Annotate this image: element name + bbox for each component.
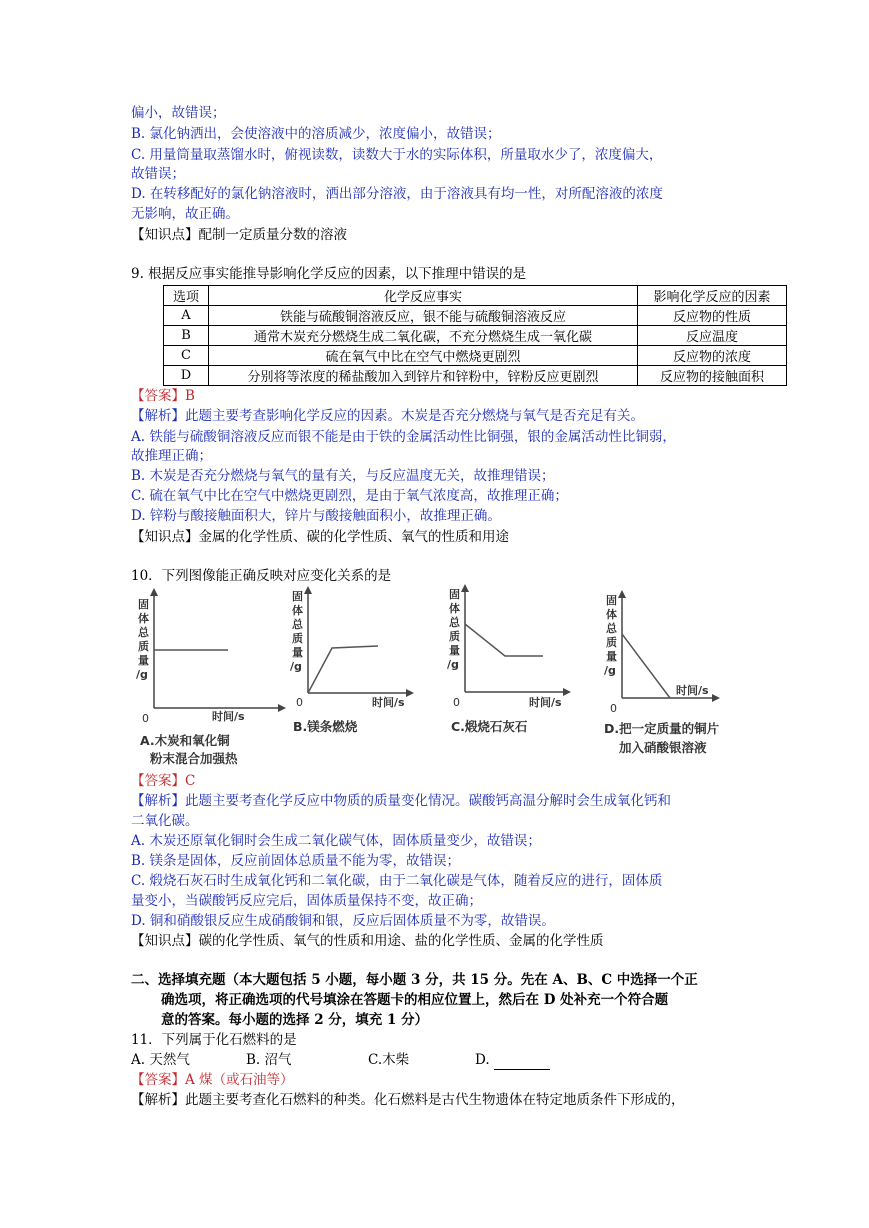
option-c: C.木柴	[368, 1052, 410, 1068]
y-label-char: 体	[292, 604, 303, 617]
y-label-char: 质	[606, 636, 617, 649]
graph-b-svg	[286, 586, 416, 716]
y-label-char: 量	[292, 646, 303, 659]
text-line: A. 木炭还原氧化铜时会生成二氧化碳气体，固体质量变少，故错误；	[131, 833, 541, 849]
y-label-char: 量	[449, 644, 460, 657]
header-cell: 选项	[164, 286, 209, 306]
section-heading-line3: 意的答案。每小题的选择 2 分，填充 1 分）	[161, 1012, 429, 1028]
y-arrow	[618, 590, 626, 598]
table-cell: D	[164, 366, 209, 386]
curve-line	[622, 634, 670, 698]
question-11-stem: 11．下列属于化石燃料的是	[131, 1032, 297, 1048]
graph-a-caption: A.木炭和氧化铜	[140, 733, 230, 748]
y-label-char: 总	[606, 622, 617, 635]
x-arrow	[278, 704, 286, 712]
x-label: 时间/s	[212, 710, 245, 723]
option-d-label: D.	[475, 1052, 490, 1068]
table-row	[164, 346, 787, 366]
x-arrow	[406, 689, 414, 697]
graph-a-caption-line2: 粉末混合加强热	[150, 751, 238, 766]
text-line: 量变小，当碳酸钙反应完后，固体质量保持不变，故正确；	[131, 893, 482, 909]
answer-label: 【答案】B	[131, 388, 195, 404]
y-label-char: 固	[292, 590, 303, 603]
y-arrow	[150, 588, 158, 596]
y-label-char: 固	[138, 598, 149, 611]
table-cell: 反应物的性质	[638, 306, 787, 326]
y-label-char: 质	[292, 632, 303, 645]
question-9-table	[163, 285, 787, 386]
question-10-stem: 10．下列图像能正确反映对应变化关系的是	[131, 568, 392, 584]
graph-b	[286, 586, 416, 720]
analysis-text: 【解析】此题主要考查化学反应中物质的质量变化情况。碳酸钙高温分解时会生成氧化钙和	[131, 793, 671, 809]
y-label-char: 体	[606, 608, 617, 621]
answer-label: 【答案】A 煤（或石油等）	[131, 1072, 294, 1088]
table-cell: 反应物的浓度	[638, 346, 787, 366]
graph-c-caption: C.煅烧石灰石	[451, 719, 528, 734]
table-cell: 反应温度	[638, 326, 787, 346]
graph-c-svg	[443, 584, 573, 714]
graph-b-caption: B.镁条燃烧	[293, 719, 358, 734]
y-label-char: 体	[138, 612, 149, 625]
text-line: 偏小，故错误；	[131, 105, 226, 121]
section-heading-line2: 确选项，将正确选项的代号填涂在答题卡的相应位置上，然后在 D 处补充一个符合题	[161, 992, 669, 1008]
curve-line	[308, 646, 378, 693]
origin-label: 0	[453, 696, 460, 709]
x-arrow	[563, 688, 571, 696]
knowledge-point: 【知识点】碳的化学性质、氧气的性质和用途、盐的化学性质、金属的化学性质	[131, 933, 604, 949]
y-label-char: 固	[449, 588, 460, 601]
table-cell: B	[164, 326, 209, 346]
y-label-char: /g	[447, 658, 459, 671]
table-cell: C	[164, 346, 209, 366]
text-line: B. 镁条是固体，反应前固体总质量不能为零，故错误；	[131, 853, 461, 869]
y-label-char: 质	[449, 630, 460, 643]
header-cell: 化学反应事实	[209, 286, 638, 306]
analysis-text: 【解析】此题主要考查化石燃料的种类。化石燃料是古代生物遗体在特定地质条件下形成的，	[131, 1092, 685, 1108]
table-cell: A	[164, 306, 209, 326]
graph-d	[600, 590, 730, 724]
table-cell: 分别将等浓度的稀盐酸加入到锌片和锌粉中，锌粉反应更剧烈	[209, 366, 638, 386]
y-label-char: 总	[292, 618, 303, 631]
option-d	[475, 1050, 550, 1070]
option-a: A. 天然气	[131, 1052, 190, 1068]
origin-label: 0	[610, 702, 617, 715]
y-label-char: 总	[138, 626, 149, 639]
knowledge-point: 【知识点】配制一定质量分数的溶液	[131, 227, 347, 243]
y-label-char: /g	[604, 664, 616, 677]
y-arrow	[461, 584, 469, 592]
text-line: C. 煅烧石灰石时生成氧化钙和二氧化碳，由于二氧化碳是气体，随着反应的进行，固体质	[131, 873, 663, 889]
graph-c	[443, 584, 573, 718]
y-label-char: 量	[606, 650, 617, 663]
table-header-row	[164, 286, 787, 306]
y-label-char: 量	[138, 654, 149, 667]
table-row	[164, 306, 787, 326]
text-line: D. 锌粉与酸接触面积大，锌片与酸接触面积小，故推理正确。	[131, 508, 501, 524]
header-cell: 影响化学反应的因素	[638, 286, 787, 306]
answer-label: 【答案】C	[131, 773, 196, 789]
y-label-char: 固	[606, 594, 617, 607]
graph-d-caption: D.把一定质量的铜片	[604, 721, 720, 736]
table-cell: 反应物的接触面积	[638, 366, 787, 386]
x-label: 时间/s	[676, 684, 709, 697]
y-label-char: /g	[290, 660, 302, 673]
text-line: B. 氯化钠洒出，会使溶液中的溶质减少，浓度偏小，故错误；	[131, 126, 501, 142]
text-line: A. 铁能与硫酸铜溶液反应而银不能是由于铁的金属活动性比铜强，银的金属活动性比铜弱，	[131, 429, 676, 445]
table-cell: 硫在氧气中比在空气中燃烧更剧烈	[209, 346, 638, 366]
table-row	[164, 366, 787, 386]
graph-a	[130, 588, 290, 742]
table-cell: 铁能与硫酸铜溶液反应，银不能与硫酸铜溶液反应	[209, 306, 638, 326]
y-label-char: 质	[138, 640, 149, 653]
table-cell: 通常木炭充分燃烧生成二氧化碳，不充分燃烧生成一氧化碳	[209, 326, 638, 346]
text-line: 故错误；	[131, 166, 185, 182]
text-line: D. 铜和硝酸银反应生成硝酸铜和银，反应后固体质量不为零，故错误。	[131, 913, 555, 929]
text-line: C. 硫在氧气中比在空气中燃烧更剧烈，是由于氧气浓度高，故推理正确；	[131, 488, 568, 504]
y-arrow	[304, 586, 312, 594]
text-line: 无影响，故正确。	[131, 206, 239, 222]
x-arrow	[712, 694, 720, 702]
question-9-stem: 9. 根据反应事实能推导影响化学反应的因素，以下推理中错误的是	[131, 266, 527, 282]
graph-a-svg	[130, 588, 290, 738]
y-label-char: /g	[136, 668, 148, 681]
option-b: B. 沼气	[246, 1052, 292, 1068]
y-label-char: 体	[449, 602, 460, 615]
origin-label: 0	[142, 712, 149, 725]
text-line: 故推理正确；	[131, 448, 212, 464]
section-heading: 二、选择填充题（本大题包括 5 小题，每小题 3 分，共 15 分。先在 A、B、C 中选择一个正	[131, 972, 698, 988]
text-line: D. 在转移配好的氯化钠溶液时，洒出部分溶液，由于溶液具有均一性，对所配溶液的浓度	[131, 186, 663, 202]
curve-line	[465, 624, 543, 656]
y-label-char: 总	[449, 616, 460, 629]
fill-blank	[494, 1055, 550, 1070]
text-line: C. 用量筒量取蒸馏水时，俯视读数，读数大于水的实际体积，所量取水少了，浓度偏大，	[131, 147, 663, 163]
analysis-text: 【解析】此题主要考查影响化学反应的因素。木炭是否充分燃烧与氧气是否充足有关。	[131, 408, 644, 424]
table-row	[164, 326, 787, 346]
text-line: B. 木炭是否充分燃烧与氧气的量有关，与反应温度无关，故推理错误；	[131, 468, 555, 484]
x-label: 时间/s	[529, 696, 562, 709]
knowledge-point: 【知识点】金属的化学性质、碳的化学性质、氧气的性质和用途	[131, 529, 509, 545]
text-line: 二氧化碳。	[131, 813, 199, 829]
graph-d-svg	[600, 590, 730, 720]
graph-d-caption-line2: 加入硝酸银溶液	[619, 740, 707, 755]
origin-label: 0	[296, 696, 303, 709]
x-label: 时间/s	[372, 696, 405, 709]
